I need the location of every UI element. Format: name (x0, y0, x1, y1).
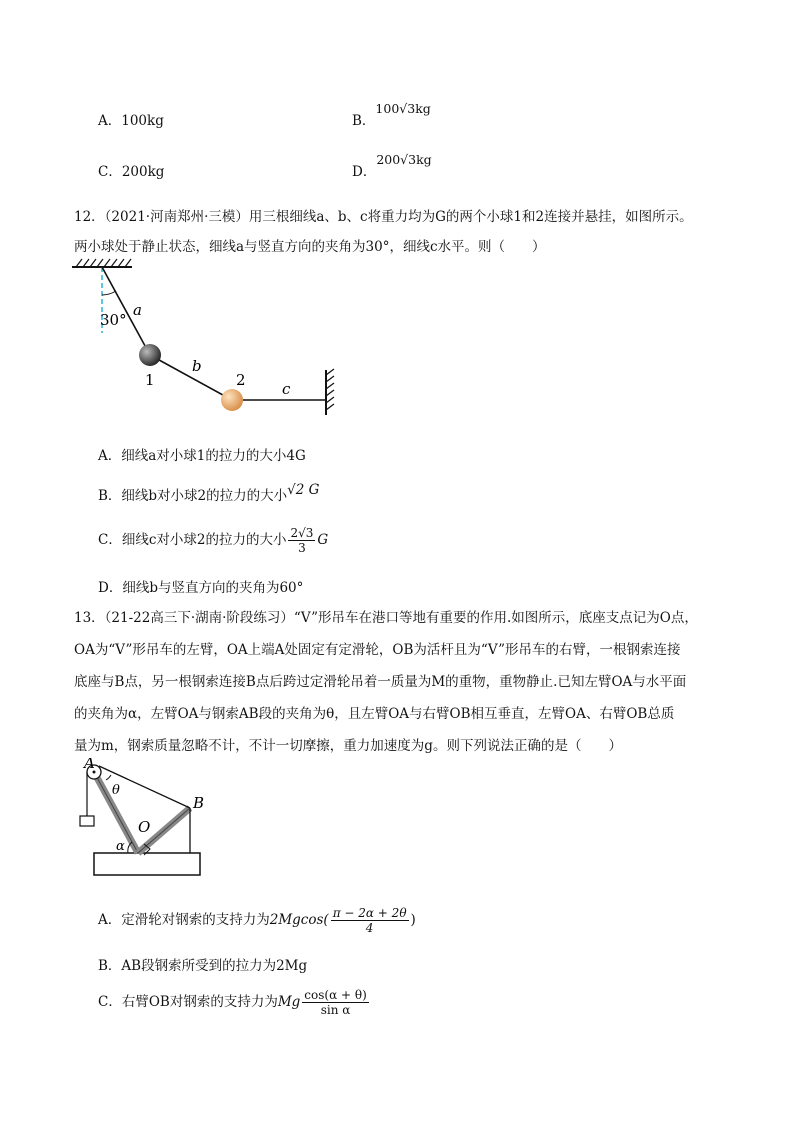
q11-option-d-prefix: D． (352, 164, 377, 180)
q13-stem-line5: 量为m，钢索质量忽略不计，不计一切摩擦，重力加速度为g。则下列说法正确的是（ ） (74, 738, 622, 754)
q12-option-c-text: C．细线c对小球2的拉力的大小 (98, 532, 287, 548)
q12-c-denominator: 3 (298, 541, 306, 555)
q12-option-d: D．细线b与竖直方向的夹角为60° (98, 580, 304, 596)
label-B: B (193, 794, 205, 812)
q11-option-c: C．200kg (98, 164, 165, 180)
q12-option-a: A．细线a对小球1的拉力的大小4G (98, 448, 306, 464)
label-ball-1: 1 (145, 371, 155, 389)
label-theta: θ (112, 783, 120, 798)
label-alpha: α (116, 839, 125, 854)
q12-option-b-text: B．细线b对小球2的拉力的大小 (98, 488, 288, 504)
label-ball-2: 2 (236, 371, 246, 389)
label-a: a (133, 301, 142, 319)
q12-option-c (98, 526, 328, 555)
q12-figure (70, 255, 350, 415)
q12-option-c-tail: G (317, 532, 329, 548)
angle-30-label: 30° (100, 311, 127, 329)
q12-option-b (98, 484, 319, 504)
label-c: c (282, 380, 291, 398)
ball-1 (139, 344, 161, 366)
q13-figure (70, 758, 220, 883)
q13-stem-line4: 的夹角为α，左臂OA与钢索AB段的夹角为θ，且左臂OA与右臂OB相互垂直，左臂OA、右臂OB总质 (74, 706, 675, 722)
q13-c-numerator: cos(α + θ) (304, 988, 367, 1002)
q13-option-c-pre: Mg (277, 994, 301, 1010)
hanging-weight (80, 816, 94, 826)
q13-option-c-fraction (302, 988, 368, 1017)
q13-option-c (98, 988, 371, 1017)
q11-option-d (352, 152, 432, 180)
q11-option-b (352, 101, 431, 129)
q12-c-numerator: 2√3 (290, 526, 314, 540)
label-b: b (192, 357, 202, 375)
q11-option-a: A．100kg (98, 113, 164, 129)
q13-option-b: B．AB段钢索所受到的拉力为2Mg (98, 958, 308, 974)
q13-stem-line2: OA为“V”形吊车的左臂，OA上端A处固定有定滑轮，OB为活杆且为“V”形吊车的右臂，一根钢索连接 (74, 642, 681, 658)
q13-stem-line3: 底座与B点，另一根钢索连接B点后跨过定滑轮吊着一质量为M的重物，重物静止.已知左臂OA与水平面 (74, 674, 687, 690)
label-O: O (138, 818, 151, 836)
q12-stem-line1: 12．（2021·河南郑州·三模）用三根细线a、b、c将重力均为G的两个小球1和2连接并悬挂，如图所示。 (74, 209, 693, 225)
q13-option-a-pre: 2Mgcos( (269, 912, 329, 928)
label-A: A (84, 758, 95, 772)
q13-c-denominator: sin α (320, 1003, 351, 1017)
q11-option-b-value: 100√3kg (375, 101, 431, 116)
q13-option-a-fraction (331, 906, 409, 935)
q12-option-c-fraction (288, 526, 315, 555)
wall-hatch (326, 369, 334, 410)
ceiling-hatch (76, 259, 131, 267)
q12-option-b-expr: √2 G (287, 482, 320, 498)
crane-base (94, 853, 200, 875)
q13-stem-line1: 13．（21-22高三下·湖南·阶段练习）“V”形吊车在港口等地有重要的作用.如图所示，底座支点记为O点， (74, 610, 698, 626)
q13-a-denominator: 4 (365, 921, 374, 935)
q13-option-a-text: A．定滑轮对钢索的支持力为 (98, 912, 270, 928)
q13-option-a (98, 906, 416, 935)
q13-option-c-text: C．右臂OB对钢索的支持力为 (98, 994, 278, 1010)
ball-2 (221, 389, 243, 411)
q12-stem-line2: 两小球处于静止状态，细线a与竖直方向的夹角为30°，细线c水平。则（ ） (74, 239, 546, 255)
q13-option-a-post: ) (410, 912, 416, 928)
q11-option-d-value: 200√3kg (376, 152, 432, 167)
q13-a-numerator: π − 2α + 2θ (332, 906, 407, 920)
q11-option-b-prefix: B． (352, 113, 376, 129)
